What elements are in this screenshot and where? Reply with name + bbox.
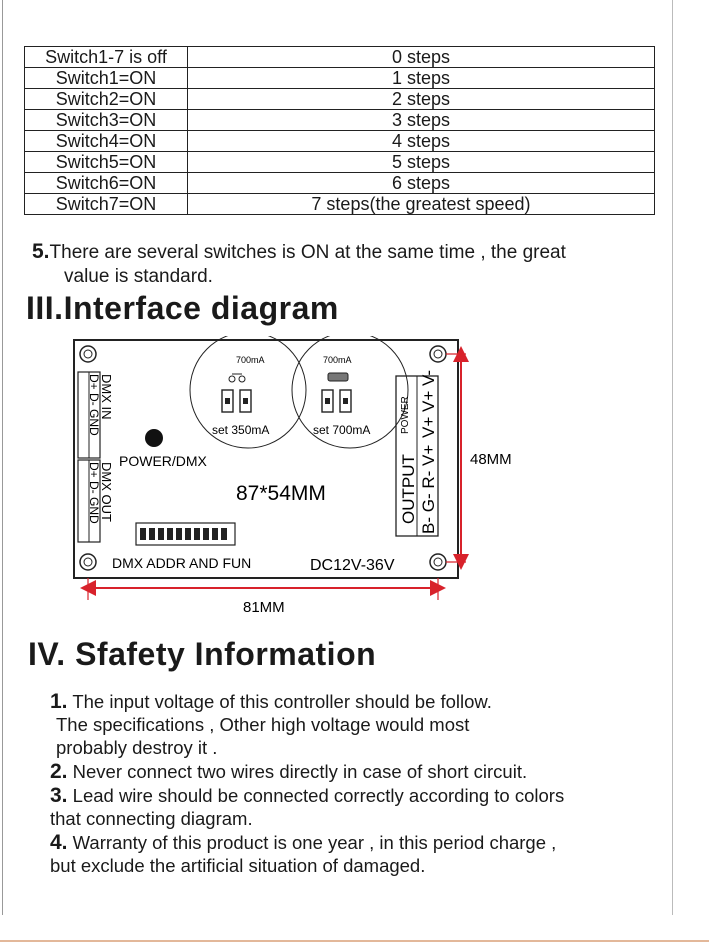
item-line: Warranty of this product is one year , in this period charge ,: [72, 832, 557, 853]
table-row: [25, 131, 655, 152]
switch-cell: Switch3=ON: [25, 110, 188, 131]
switch-cell: Switch4=ON: [25, 131, 188, 152]
dmx-in-label: DMX IN: [99, 374, 114, 420]
jumper-350-top-label: 700mA: [236, 355, 265, 365]
dmx-in-pins-label: D+ D- GND: [87, 374, 101, 436]
height-dimension-label: 48MM: [470, 451, 512, 468]
steps-cell: 1 steps: [188, 68, 655, 89]
output-label: OUTPUT: [399, 454, 418, 524]
switch-cell: Switch1=ON: [25, 68, 188, 89]
safety-information-heading: IV. Sfafety Information: [28, 636, 377, 672]
list-item: [50, 831, 680, 877]
item-line: that connecting diagram.: [50, 808, 253, 829]
list-item: [50, 784, 680, 830]
dmx-out-pins-label: D+ D- GND: [87, 462, 101, 524]
voltage-label: DC12V-36V: [310, 557, 395, 574]
switch-cell: Switch7=ON: [25, 194, 188, 215]
table-row: [25, 110, 655, 131]
width-dimension-label: 81MM: [243, 599, 285, 616]
note-line-2: value is standard.: [64, 266, 213, 287]
steps-cell: 0 steps: [188, 47, 655, 68]
table-row: [25, 173, 655, 194]
item-line: Never connect two wires directly in case of short circuit.: [72, 761, 528, 782]
list-item: [50, 760, 680, 783]
page-border-bottom: [0, 940, 709, 942]
steps-cell: 3 steps: [188, 110, 655, 131]
item-number: 3.: [50, 784, 68, 807]
switch-cell: Switch1-7 is off: [25, 47, 188, 68]
set-350-label: set 350mA: [212, 423, 270, 437]
power-dmx-label: POWER/DMX: [119, 453, 207, 469]
interface-diagram: [60, 336, 540, 626]
steps-cell: 5 steps: [188, 152, 655, 173]
switch-cell: Switch2=ON: [25, 89, 188, 110]
dip-switch-icon: [136, 523, 235, 545]
dip-switch-label: DMX ADDR AND FUN: [112, 555, 252, 571]
item-number: 1.: [50, 690, 68, 713]
item-line: but exclude the artificial situation of damaged.: [50, 855, 426, 876]
note-5: [32, 240, 672, 289]
item-line: Lead wire should be connected correctly according to colors: [72, 785, 565, 806]
item-line: The input voltage of this controller should be follow.: [72, 691, 492, 712]
switch-cell: Switch6=ON: [25, 173, 188, 194]
item-number: 2.: [50, 760, 68, 783]
dmx-out-label: DMX OUT: [99, 462, 114, 522]
table-row: [25, 152, 655, 173]
set-700-label: set 700mA: [313, 423, 371, 437]
steps-cell: 7 steps(the greatest speed): [188, 194, 655, 215]
power-label: POWER: [400, 396, 411, 434]
item-number: 4.: [50, 831, 68, 854]
steps-cell: 2 steps: [188, 89, 655, 110]
page-border-left: [2, 0, 3, 915]
item-line: probably destroy it .: [56, 737, 218, 758]
table-row: [25, 89, 655, 110]
steps-cell: 6 steps: [188, 173, 655, 194]
power-pins-label: V+ V+ V-: [419, 369, 438, 438]
power-dmx-led-icon: [145, 429, 163, 447]
table-row: [25, 68, 655, 89]
table-row: [25, 194, 655, 215]
interface-diagram-heading: III.Interface diagram: [26, 290, 339, 326]
safety-list: [50, 690, 680, 878]
steps-cell: 4 steps: [188, 131, 655, 152]
switch-steps-table: [24, 46, 655, 215]
board-size-label: 87*54MM: [236, 482, 326, 505]
list-item: [50, 690, 680, 759]
switch-cell: Switch5=ON: [25, 152, 188, 173]
jumper-closed-icon: [328, 373, 348, 381]
table-row: [25, 47, 655, 68]
jumper-700-top-label: 700mA: [323, 355, 352, 365]
item-line: The specifications , Other high voltage would most: [56, 714, 470, 735]
note-line-1: There are several switches is ON at the same time , the great: [49, 242, 566, 263]
note-number: 5.: [32, 240, 50, 263]
output-pins-label: B- G- R- V+: [419, 444, 438, 534]
